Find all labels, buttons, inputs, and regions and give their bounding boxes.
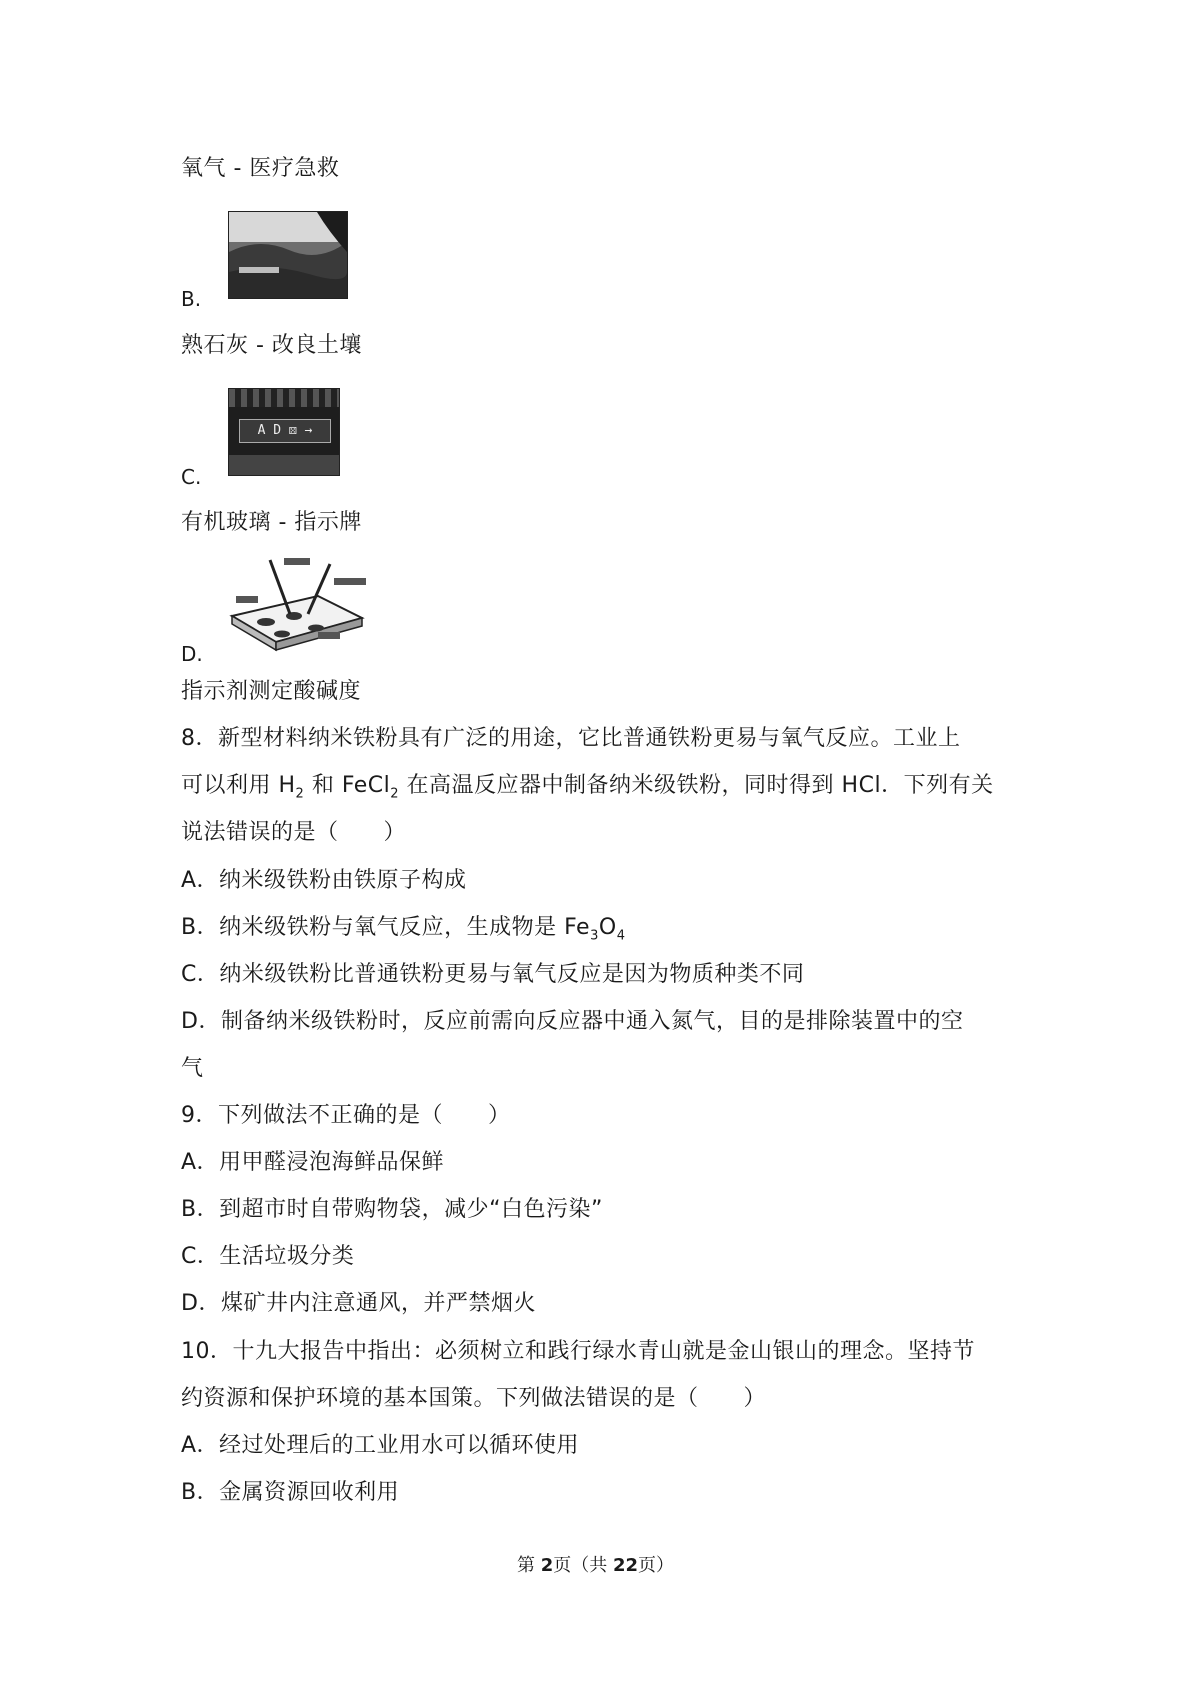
q8-option-a: A．纳米级铁粉由铁原子构成	[181, 868, 467, 893]
q8-option-b: B．纳米级铁粉与氧气反应，生成物是 $Fe_3O_4$	[181, 915, 626, 944]
q9-option-c: C．生活垃圾分类	[181, 1244, 355, 1269]
q9-stem: 9．下列做法不正确的是（ ）	[181, 1103, 511, 1128]
landscape-photo	[228, 211, 348, 299]
q8-stem-line3: 说法错误的是（ ）	[181, 820, 407, 845]
option-d-caption: 指示剂测定酸碱度	[181, 679, 362, 704]
q9-option-a: A．用甲醛浸泡海鲜品保鲜	[181, 1150, 445, 1175]
option-b-label: B.	[181, 287, 202, 311]
option-a-caption: 氧气 - 医疗急救	[181, 156, 340, 181]
option-b-caption: 熟石灰 - 改良土壤	[181, 333, 362, 358]
option-c-label: C.	[181, 465, 202, 489]
indicator-plate-diagram	[218, 558, 370, 654]
q9-option-b: B．到超市时自带购物袋，减少“白色污染”	[181, 1197, 603, 1222]
q10-option-b: B．金属资源回收利用	[181, 1480, 400, 1505]
q8-option-d-line2: 气	[181, 1056, 204, 1081]
q8-stem-line2: 可以利用 $H_2$ 和 FeCl$_2$ 在高温反应器中制备纳米级铁粉，同时得到 HCl．下列有关	[181, 773, 994, 802]
sign-board: A D ⚄ →	[239, 419, 331, 443]
q10-option-a: A．经过处理后的工业用水可以循环使用	[181, 1433, 580, 1458]
q10-stem-line2: 约资源和保护环境的基本国策。下列做法错误的是（ ）	[181, 1386, 767, 1411]
q10-stem-line1: 10．十九大报告中指出：必须树立和践行绿水青山就是金山银山的理念。坚持节	[181, 1339, 975, 1364]
q8-option-c: C．纳米级铁粉比普通铁粉更易与氧气反应是因为物质种类不同	[181, 962, 805, 987]
q9-option-d: D．煤矿井内注意通风，并严禁烟火	[181, 1291, 536, 1316]
page-footer: 第 2页（共 22页）	[516, 1555, 675, 1576]
q8-stem-line1: 8．新型材料纳米铁粉具有广泛的用途，它比普通铁粉更易与氧气反应。工业上	[181, 726, 961, 751]
exit-sign-photo	[228, 388, 340, 476]
q8-option-d-line1: D．制备纳米级铁粉时，反应前需向反应器中通入氮气，目的是排除装置中的空	[181, 1009, 964, 1034]
option-d-label: D.	[181, 642, 203, 666]
option-c-caption: 有机玻璃 - 指示牌	[181, 510, 362, 535]
